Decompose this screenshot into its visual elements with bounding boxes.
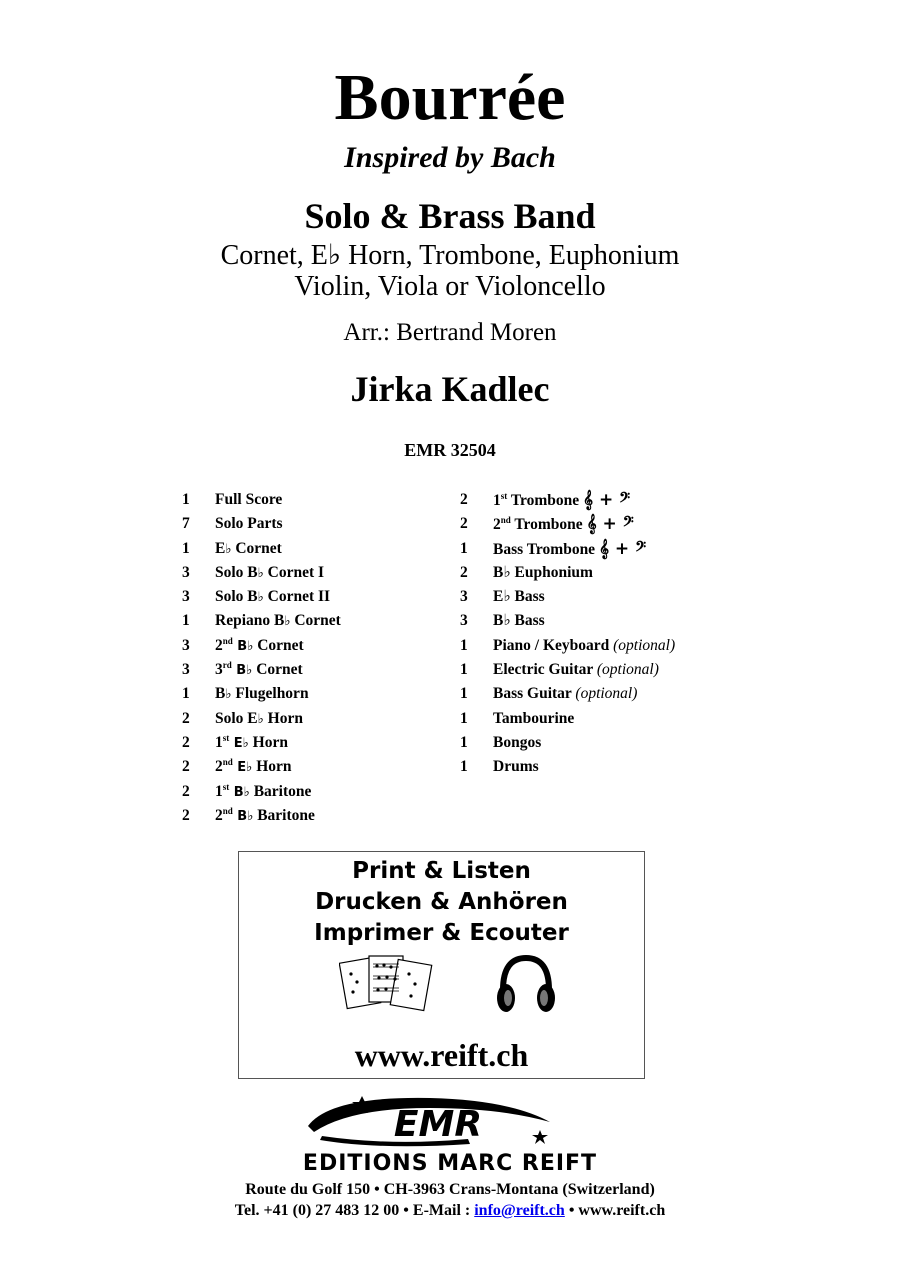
part-quantity: 1 — [182, 491, 190, 508]
part-row — [182, 488, 341, 512]
flat-sign: E♭ — [232, 760, 253, 776]
part-row — [182, 731, 341, 755]
part-quantity: 1 — [460, 539, 468, 557]
part-quantity: 1 — [182, 612, 190, 630]
part-quantity: 1 — [460, 661, 468, 679]
ordinal-suffix: nd — [222, 635, 233, 646]
promo-url[interactable]: www.reift.ch — [354, 1037, 529, 1073]
flat-sign: B♭ — [232, 638, 254, 654]
part-name: Piano / Keyboard (optional) — [493, 636, 676, 654]
publisher-address: Route du Golf 150 • CH-3963 Crans-Montana (Switzerland) — [245, 1181, 655, 1198]
part-name: B♭ Bass — [493, 612, 545, 630]
part-row — [182, 585, 341, 609]
part-row — [182, 804, 341, 828]
ordinal-suffix: nd — [222, 757, 233, 768]
clef-icon: 𝄞 + 𝄢 — [598, 538, 647, 559]
part-row — [182, 561, 341, 585]
part-row — [182, 780, 341, 804]
clef-icon: 𝄞 + 𝄢 — [586, 514, 634, 535]
catalog-number: EMR 32504 — [404, 440, 496, 460]
part-name: E♭ Cornet — [215, 539, 282, 557]
part-row — [460, 707, 675, 731]
ordinal-suffix: nd — [500, 515, 511, 526]
part-row — [460, 658, 675, 682]
contact-phone: Tel. +41 (0) 27 483 12 00 • E-Mail : — [234, 1202, 475, 1219]
part-name: B♭ Flugelhorn — [215, 685, 309, 703]
arranger: Arr.: Bertrand Moren — [343, 319, 557, 346]
part-row — [182, 658, 341, 682]
flat-sign: B♭ — [229, 784, 250, 800]
part-quantity: 2 — [182, 733, 190, 751]
flat-sign: ♭ — [257, 590, 264, 606]
part-name: Solo E♭ Horn — [215, 709, 303, 727]
part-name: 1st E♭ Horn — [215, 732, 288, 751]
part-row — [182, 755, 341, 779]
part-quantity: 3 — [182, 588, 190, 606]
part-quantity: 2 — [460, 491, 468, 508]
logo-text: EMR — [393, 1104, 483, 1145]
print-listen-box — [238, 851, 645, 1079]
flat-sign: B♭ — [232, 808, 254, 824]
optional-note: (optional) — [596, 661, 659, 679]
part-quantity: 2 — [182, 758, 190, 776]
composer: Jirka Kadlec — [350, 369, 550, 409]
part-name: Bongos — [493, 733, 542, 751]
flat-sign: ♭ — [284, 614, 291, 630]
optional-note: (optional) — [575, 685, 638, 703]
headphones-icon — [491, 950, 561, 1020]
flat-sign: ♭ — [257, 565, 264, 581]
part-quantity: 1 — [182, 539, 190, 557]
part-name: B♭ Euphonium — [493, 563, 593, 581]
part-name: E♭ Bass — [493, 588, 545, 606]
part-name: Solo Parts — [215, 515, 283, 533]
publisher-name: EDITIONS MARC REIFT — [302, 1151, 598, 1176]
part-name: Full Score — [215, 491, 283, 508]
flat-sign: ♭ — [257, 711, 264, 727]
ordinal-suffix: st — [222, 732, 230, 743]
part-row — [460, 561, 675, 585]
sheet-music-icon — [339, 952, 434, 1022]
part-quantity: 1 — [460, 733, 468, 751]
promo-line-german: Drucken & Anhören — [315, 889, 568, 915]
emr-logo — [300, 1092, 570, 1150]
clef-icon: 𝄞 + 𝄢 — [583, 490, 631, 510]
part-row — [460, 585, 675, 609]
parts-list-right — [460, 488, 675, 780]
part-name: Bass Trombone 𝄞 + 𝄢 — [493, 538, 647, 559]
part-name: Drums — [493, 758, 539, 776]
instruments-line-1: Cornet, E♭ Horn, Trombone, Euphonium — [220, 240, 680, 271]
part-quantity: 2 — [460, 563, 468, 581]
part-row — [182, 682, 341, 706]
contact-web: • www.reift.ch — [564, 1202, 666, 1219]
part-quantity: 3 — [182, 661, 190, 679]
part-name: 1st Trombone 𝄞 + 𝄢 — [493, 490, 631, 510]
flat-sign: B♭ — [231, 663, 253, 679]
part-quantity: 1 — [460, 758, 468, 776]
ordinal-suffix: nd — [222, 805, 233, 816]
publisher-contact — [0, 1201, 900, 1221]
page-title: Bourrée — [334, 61, 566, 134]
part-row — [460, 537, 675, 561]
part-quantity: 1 — [460, 636, 468, 654]
part-quantity: 2 — [182, 806, 190, 824]
part-quantity: 2 — [460, 515, 468, 533]
ordinal-suffix: rd — [222, 659, 232, 670]
ordinal-suffix: st — [500, 490, 508, 501]
part-name: 2nd Trombone 𝄞 + 𝄢 — [493, 514, 634, 535]
email-link[interactable]: info@reift.ch — [474, 1202, 565, 1219]
part-row — [182, 707, 341, 731]
part-name: Electric Guitar (optional) — [493, 661, 659, 679]
part-row — [460, 731, 675, 755]
part-row — [182, 512, 341, 536]
part-name: 2nd E♭ Horn — [215, 757, 292, 776]
part-quantity: 1 — [182, 685, 190, 703]
part-row — [460, 634, 675, 658]
part-name: 2nd B♭ Cornet — [215, 635, 304, 654]
part-name: Solo B♭ Cornet I — [215, 563, 325, 581]
flat-sign: ♭ — [225, 541, 232, 557]
part-row — [460, 512, 675, 536]
part-row — [182, 537, 341, 561]
part-quantity: 3 — [182, 563, 190, 581]
part-name: Bass Guitar (optional) — [493, 685, 638, 703]
part-quantity: 1 — [460, 685, 468, 703]
part-name: Solo B♭ Cornet II — [215, 588, 331, 606]
flat-sign: ♭ — [225, 687, 232, 703]
parts-list-left — [182, 488, 341, 828]
optional-note: (optional) — [613, 636, 676, 654]
part-quantity: 3 — [182, 636, 190, 654]
part-row — [182, 634, 341, 658]
part-name: 2nd B♭ Baritone — [215, 805, 315, 824]
part-quantity: 7 — [182, 515, 190, 533]
part-quantity: 2 — [182, 782, 190, 800]
promo-line-french: Imprimer & Ecouter — [314, 920, 569, 946]
part-row — [460, 609, 675, 633]
part-name: Repiano B♭ Cornet — [215, 612, 341, 630]
part-name: 3rd B♭ Cornet — [215, 659, 303, 679]
part-quantity: 1 — [460, 709, 468, 727]
ensemble-heading: Solo & Brass Band — [304, 196, 596, 236]
instruments-line-2: Violin, Viola or Violoncello — [294, 271, 606, 302]
part-row — [460, 755, 675, 779]
part-quantity: 3 — [460, 588, 468, 606]
part-quantity: 2 — [182, 709, 190, 727]
part-row — [460, 682, 675, 706]
part-row — [182, 609, 341, 633]
promo-line-english: Print & Listen — [352, 858, 531, 884]
part-quantity: 3 — [460, 612, 468, 630]
subtitle: Inspired by Bach — [344, 141, 556, 174]
part-name: 1st B♭ Baritone — [215, 781, 312, 800]
part-row — [460, 488, 675, 512]
flat-sign: E♭ — [229, 735, 249, 751]
part-name: Tambourine — [493, 709, 575, 727]
ordinal-suffix: st — [222, 781, 230, 792]
